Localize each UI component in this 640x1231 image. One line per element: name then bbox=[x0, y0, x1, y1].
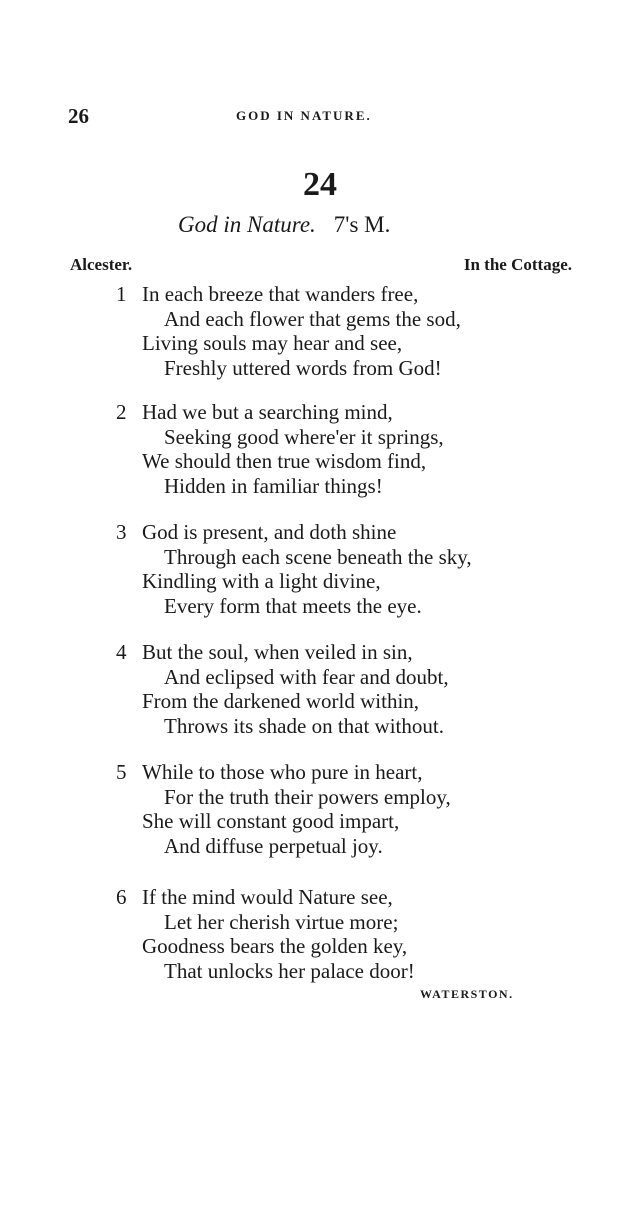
stanza-number: 1 bbox=[116, 282, 127, 306]
verse-line bbox=[116, 640, 576, 665]
verse-line: For the truth their powers employ, bbox=[164, 784, 451, 809]
verse-line bbox=[116, 520, 576, 545]
verse-line: Every form that meets the eye. bbox=[164, 593, 422, 618]
verse-text: In each breeze that wanders free, bbox=[142, 282, 419, 306]
verse-line: And diffuse perpetual joy. bbox=[164, 833, 383, 858]
hymn-meter: 7's M. bbox=[333, 212, 391, 237]
verse-line: Goodness bears the golden key, bbox=[142, 934, 408, 958]
verse-line: Freshly uttered words from God! bbox=[164, 355, 442, 380]
verse-line: Throws its shade on that without. bbox=[164, 713, 444, 738]
stanza-number: 6 bbox=[116, 885, 127, 909]
stanza-number: 4 bbox=[116, 640, 127, 664]
verse-line: Kindling with a light divine, bbox=[142, 569, 381, 593]
tune-name-left: Alcester. bbox=[70, 255, 133, 274]
stanza-number: 5 bbox=[116, 760, 127, 784]
verse-line: And each flower that gems the sod, bbox=[164, 306, 461, 331]
verse-line: We should then true wisdom find, bbox=[142, 449, 427, 473]
running-head bbox=[68, 104, 568, 128]
verse-line: Through each scene beneath the sky, bbox=[164, 544, 472, 569]
verse-text: God is present, and doth shine bbox=[142, 520, 397, 544]
verse-text: While to those who pure in heart, bbox=[142, 760, 423, 784]
stanza-2 bbox=[116, 400, 576, 498]
verse-line: Seeking good where'er it springs, bbox=[164, 424, 444, 449]
verse-line: Hidden in familiar things! bbox=[164, 473, 383, 498]
stanza-6 bbox=[116, 885, 576, 983]
verse-line: She will constant good impart, bbox=[142, 809, 400, 833]
stanza-number: 3 bbox=[116, 520, 127, 544]
hymn-number bbox=[0, 166, 640, 204]
stanza-4 bbox=[116, 640, 576, 738]
stanza-number: 2 bbox=[116, 400, 127, 424]
verse-line bbox=[116, 760, 576, 785]
tune-name-right: In the Cottage. bbox=[463, 255, 572, 274]
verse-line: Living souls may hear and see, bbox=[142, 331, 403, 355]
tune-row bbox=[70, 255, 572, 279]
author-attribution: WATERSTON. bbox=[420, 987, 514, 1001]
running-title: GOD IN NATURE. bbox=[236, 108, 372, 123]
page-number: 26 bbox=[68, 104, 89, 128]
verse-line: And eclipsed with fear and doubt, bbox=[164, 664, 449, 689]
verse-line: Let her cherish virtue more; bbox=[164, 909, 399, 934]
stanza-5 bbox=[116, 760, 576, 858]
stanza-1 bbox=[116, 282, 576, 380]
hymn-title: God in Nature. bbox=[178, 212, 316, 237]
verse-text: If the mind would Nature see, bbox=[142, 885, 393, 909]
hymn-heading bbox=[178, 212, 390, 238]
verse-line: That unlocks her palace door! bbox=[164, 958, 415, 983]
verse-text: But the soul, when veiled in sin, bbox=[142, 640, 413, 664]
verse-text: Had we but a searching mind, bbox=[142, 400, 393, 424]
verse-line bbox=[116, 282, 576, 307]
stanza-3 bbox=[116, 520, 576, 618]
verse-line: From the darkened world within, bbox=[142, 689, 420, 713]
verse-line bbox=[116, 885, 576, 910]
hymn-number-text: 24 bbox=[303, 166, 337, 203]
verse-line bbox=[116, 400, 576, 425]
